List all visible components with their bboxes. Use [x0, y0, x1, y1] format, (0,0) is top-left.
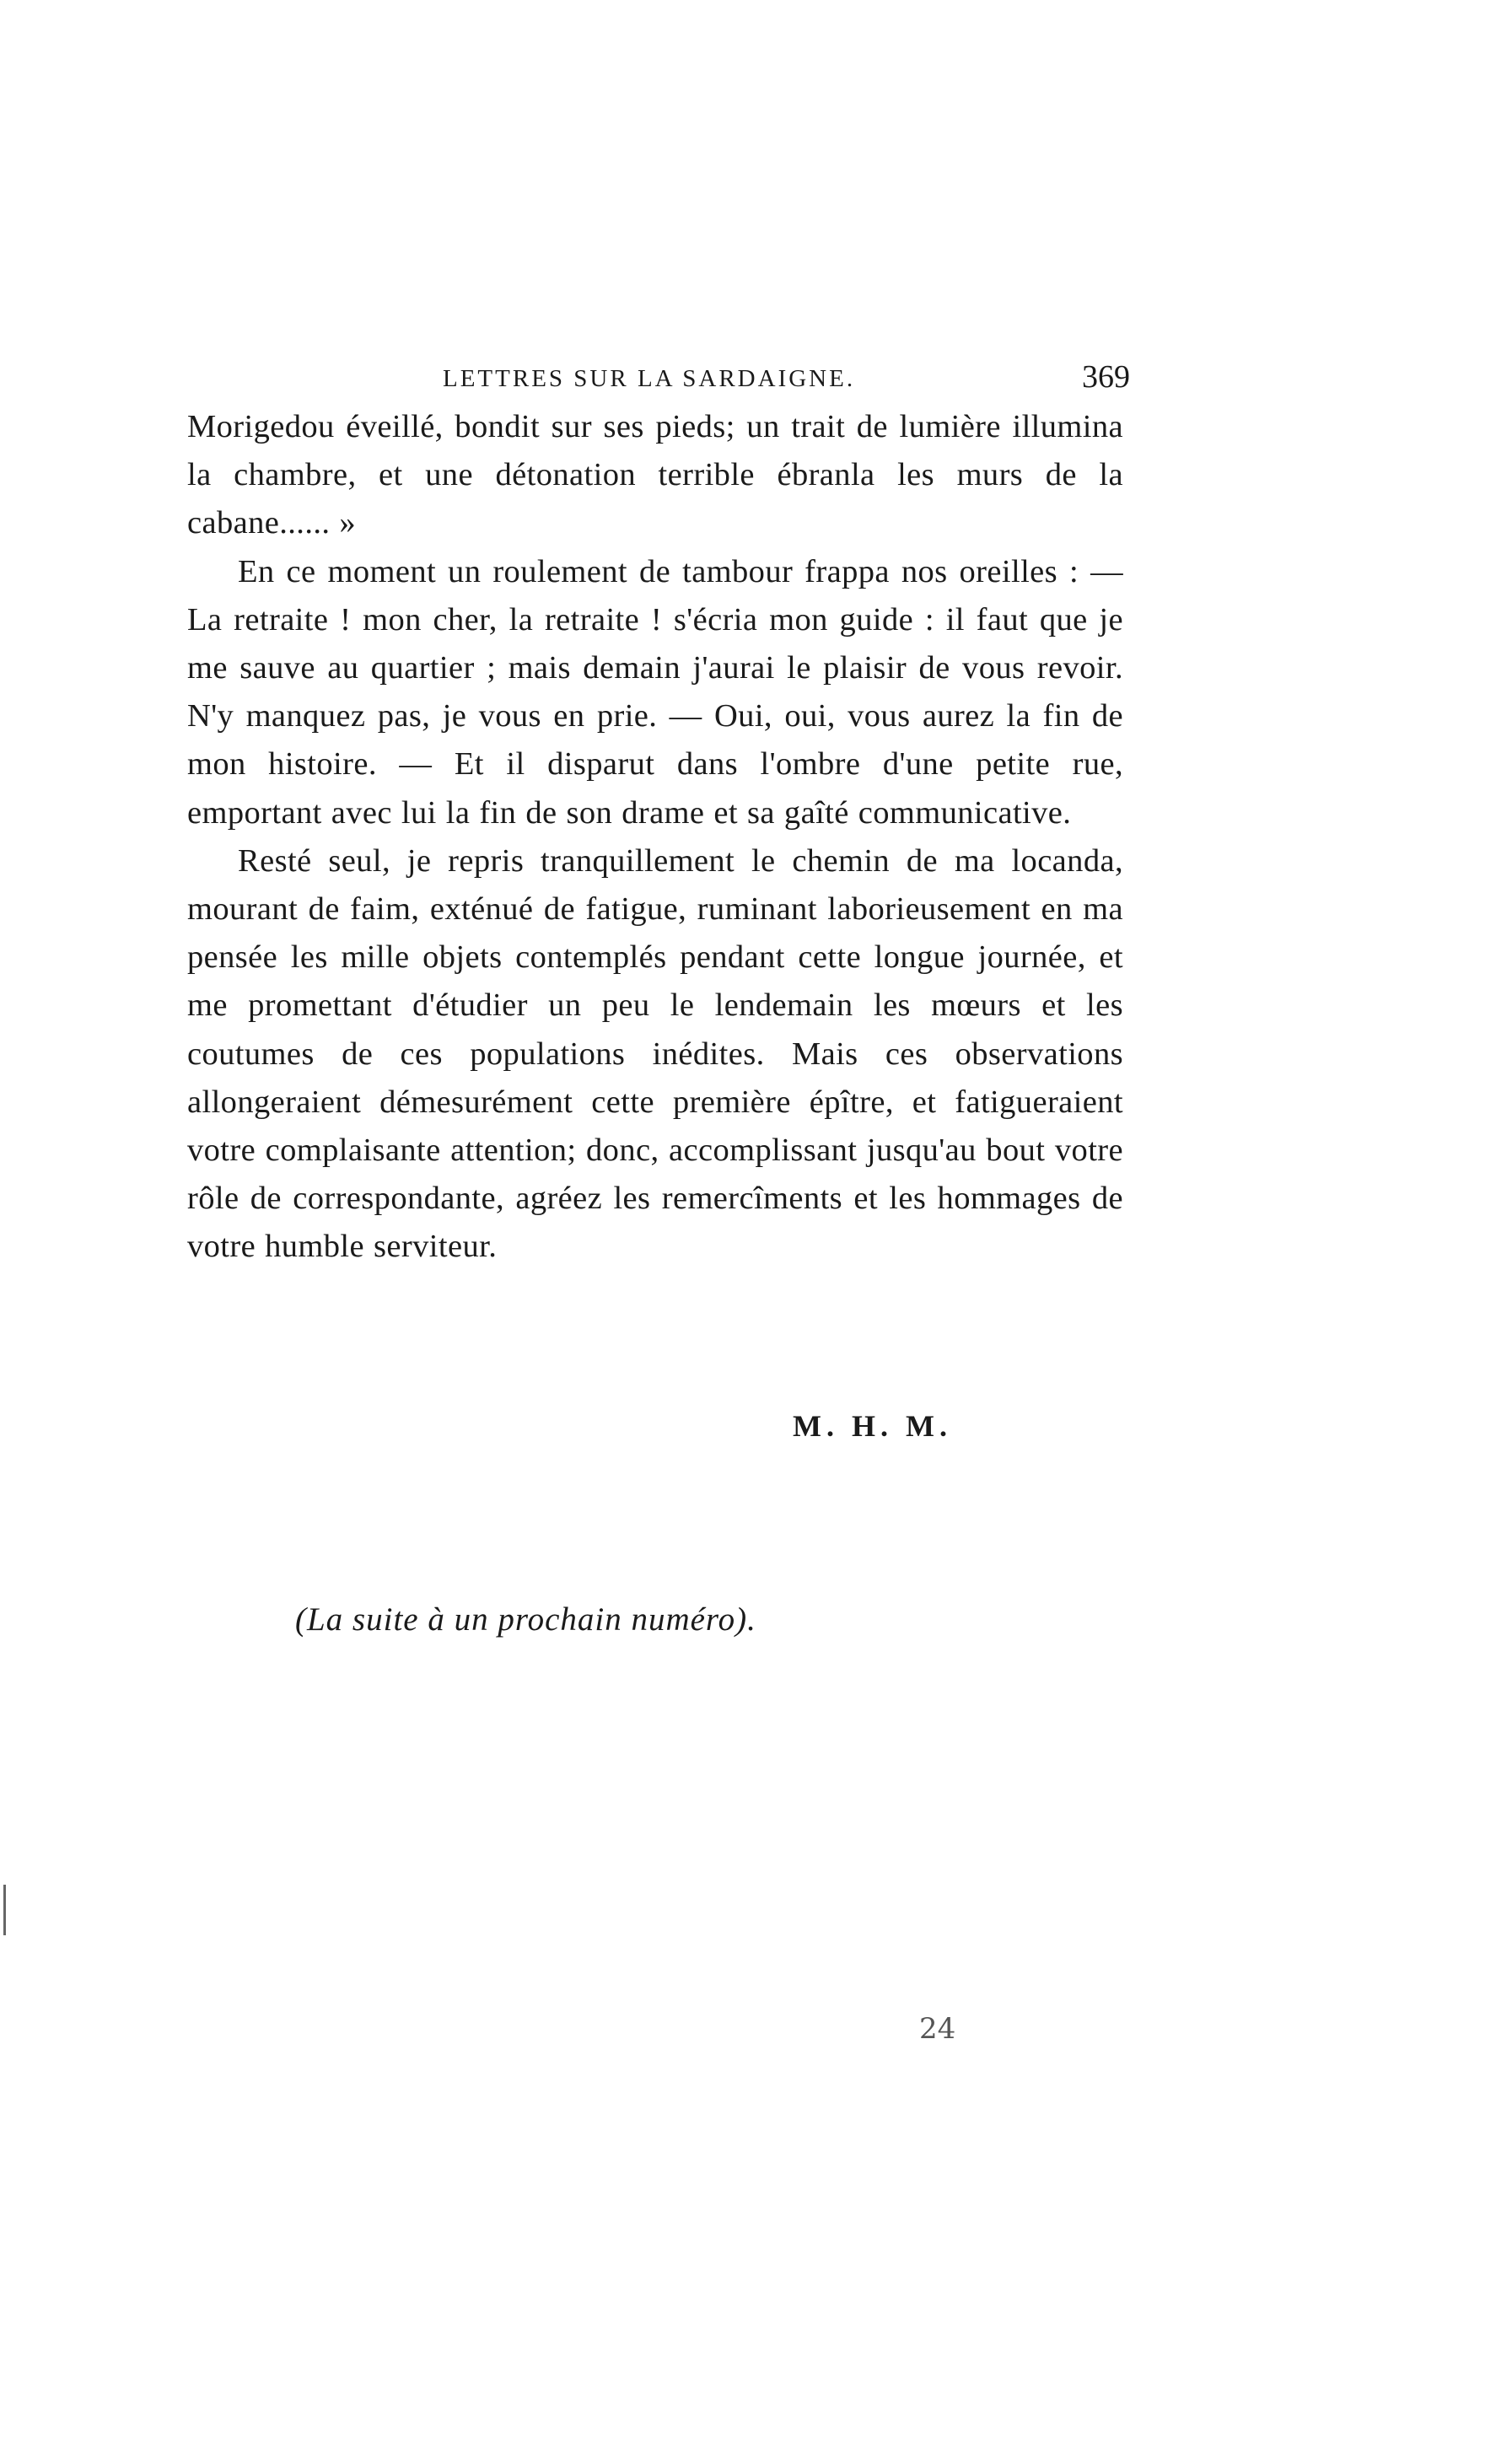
- paragraph-1: Morigedou éveillé, bondit sur ses pieds; un trait de lumière illumina la chambre, et une détonation terrible ébranla les murs de la cabane...... »: [187, 409, 1123, 541]
- running-head: [186, 358, 1130, 401]
- signature-line: [0, 1408, 1496, 1459]
- body-text: [187, 403, 1123, 1272]
- printer-signature-mark: 24: [919, 2012, 956, 2046]
- scan-edge-mark: [3, 1885, 6, 1935]
- continuation-note: (La suite à un prochain numéro).: [295, 1601, 756, 1638]
- running-title: LETTRES SUR LA SARDAIGNE.: [443, 365, 856, 392]
- paragraph-2: En ce moment un roulement de tambour frappa nos oreilles : —La retraite ! mon cher, la retraite ! s'écria mon guide : il faut que je me sauve au quartier ; mais demain j'aurai le plaisir de vous revoir. N'y manquez pas, je vous en prie. — Oui, oui, vous aurez la fin de mon histoire. — Et il disparut dans l'ombre d'une petite rue, emportant avec lui la fin de son drame et sa gaîté communicative.: [187, 553, 1123, 831]
- signature: M. H. M.: [793, 1409, 952, 1443]
- page-number: 369: [1082, 359, 1130, 395]
- paragraph-3: Resté seul, je repris tranquillement le chemin de ma locanda, mourant de faim, exténué de fatigue, ruminant laborieusement en ma pensée les mille objets contemplés pendant cette longue journée, et me promettant d'étudier un peu le lendemain les mœurs et les coutumes de ces populations inédites. Mais ces observations allongeraient démesurément cette première épître, et fatigueraient votre complaisante attention; donc, accomplissant jusqu'au bout votre rôle de correspondante, agréez les remercîments et les hommages de votre humble serviteur.: [187, 842, 1123, 1265]
